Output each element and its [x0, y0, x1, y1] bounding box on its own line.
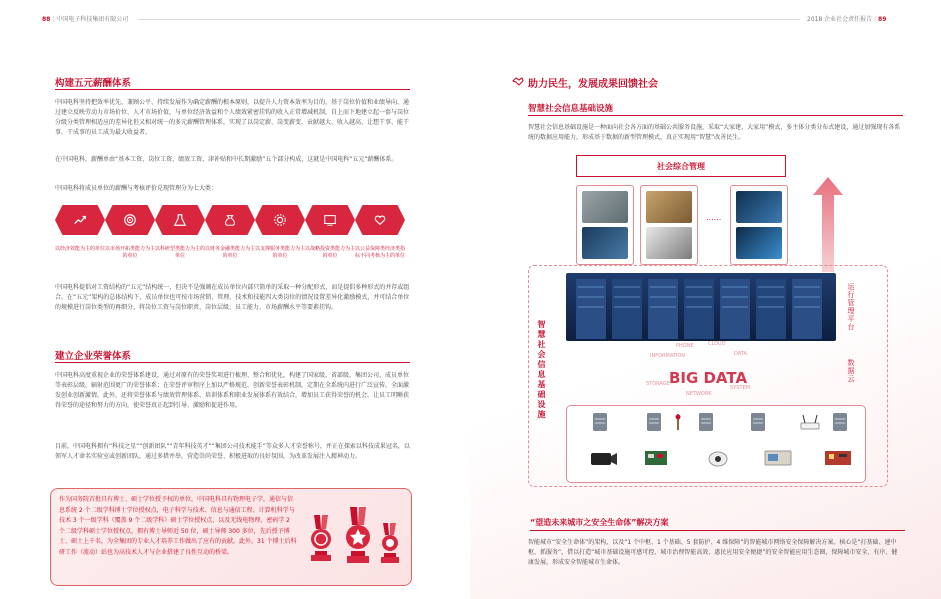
category-label-5: 以支撑服务类能力为主的单位	[254, 246, 305, 259]
cloud-word-data: DATA	[734, 351, 747, 357]
camcorder-icon	[589, 448, 619, 468]
gear-icon	[273, 213, 287, 227]
smart-infrastructure-diagram	[528, 155, 888, 485]
server-icon	[643, 412, 665, 432]
section-rule-salary	[55, 89, 410, 90]
cloud-word-cloud: CLOUD	[708, 341, 726, 347]
section-rule-honor	[55, 362, 410, 363]
trend-icon	[73, 213, 87, 227]
category-icon-row	[55, 205, 407, 235]
tech-photo	[736, 227, 782, 259]
cloud-word-phone: PHONE	[676, 343, 694, 349]
server-icon	[829, 412, 851, 432]
social-management-box: 社会综合管理	[576, 155, 786, 177]
up-arrow-icon	[813, 177, 843, 272]
paragraph-smart-society: 智慧社会信息基础设施是一种面向社会各方面的基础公共服务设施，采取“大家建、大家用”模式，多主体分类分布式建设，通过加强现有各系统的数据应用能力，形成基于数据的新型管理模式，真正实现用“智慧”改善民生。	[528, 124, 901, 141]
data-cloud-label: 数据云	[847, 359, 855, 383]
more-apps-dots: ......	[706, 213, 722, 222]
subtitle-rule	[528, 115, 903, 116]
left-page-number: 88	[42, 16, 51, 23]
dome-camera-icon	[707, 448, 729, 468]
circuit-board-icon	[823, 448, 853, 468]
category-hex-6	[305, 205, 355, 235]
sensor-icon	[667, 412, 689, 432]
money-icon	[223, 213, 237, 227]
category-hex-3	[155, 205, 205, 235]
section-title-salary: 构建五元薪酬体系	[55, 78, 132, 89]
right-page-number: 89	[878, 16, 887, 23]
instrument-icon	[763, 448, 793, 468]
category-label-6: 以战略投资类能力为主的单位	[304, 246, 355, 259]
category-label-2: 以市场开拓类能力为主的单位	[104, 246, 155, 259]
network-photo	[582, 227, 628, 259]
solution-title: “望造未来城市之安全生命体”解决方案	[530, 518, 669, 527]
callout-text: 作为国务院首批具有博士、硕士学位授予权的单位，中国电科具有物理电子学，通信与信息系统 2 个二级学科博士学位授权点，电子科学与技术、信息与通信工程、计算机科学与技术 3 个一级学科（覆盖 9 个二级学科）硕士学位授权点，以及无线电物理、密码学 2 个二级学科硕士学位授权点，拥有博士导师近 50 位，硕士导师 300 多位，先后授予博士、硕士上千名，为全集团的专业人才培养工作做出了应有的贡献。此外，31 个博士后科研工作（流动）站也为高技术人才与企业搭建了良性互动的桥梁。	[59, 496, 297, 556]
category-hex-7	[355, 205, 405, 235]
right-header: 2018 企业社会责任报告 | 89	[807, 16, 887, 23]
cloud-word-system: SYSTEM	[730, 385, 750, 391]
ops-platform-label: 运行管理平台	[847, 283, 855, 331]
cloud-word-information: INFORMATION	[650, 353, 686, 359]
physical-devices-panel	[566, 405, 866, 483]
paragraph-seven-categories: 中国电科将成员单位的薪酬与考核评价兑现管理分为七大类：	[55, 185, 218, 192]
handshake-icon	[512, 76, 524, 86]
factory-photo	[646, 191, 692, 223]
flask-icon	[173, 213, 187, 227]
right-report-name: 2018 企业社会责任报告	[807, 16, 873, 23]
server-icon	[589, 412, 611, 432]
right-header-rule	[470, 19, 800, 20]
left-header: 88 | 中国电子科技集团有限公司	[42, 16, 129, 23]
paragraph-honor-system: 中国电科高度重视企业的荣誉体系建设，通过对原有的荣誉奖项进行梳理、整合和优化，构建了国家级、省部级、集团公司、成员单位等表彰层级，辐射范围更广的荣誉体系；在荣誉评审程序上加以严格规范，创新荣誉表彰机制，定期在全系统内进行广泛宣传，全面激发创业创新激情。此外，还将荣誉体系与绩效管理体系、培训体系和职业发展体系有效结合，增加员工获得荣誉的机会，让员工明晰获得荣誉的途径和努力的方向，使荣誉真正起到引导、激励和促进作用。	[55, 372, 410, 409]
education-callout-box	[50, 488, 412, 586]
traffic-photo	[582, 191, 628, 223]
server-icon	[747, 412, 769, 432]
category-label-7: 以公益保障类经济类指标不同考核为主的单位	[354, 246, 405, 259]
big-data-text: BIG DATA	[668, 369, 748, 387]
left-page	[0, 0, 470, 599]
category-label-3: 以科研型类能力为主的单位	[154, 246, 205, 259]
server-racks-graphic	[566, 273, 836, 341]
cloud-word-storage: STORAGE	[646, 381, 670, 387]
medal-icon	[341, 507, 375, 567]
server-room-image	[566, 273, 836, 341]
solution-rule	[530, 530, 905, 531]
control-board-icon	[643, 448, 669, 468]
ribbon-icon	[376, 523, 404, 569]
left-company-name: 中国电子科技集团有限公司	[56, 16, 129, 23]
section-title-honor: 建立企业荣誉体系	[55, 351, 132, 362]
subtitle-smart-society: 智慧社会信息基础设施	[528, 104, 614, 114]
paragraph-five-element: 在中国电科，薪酬单由“基本工资、岗位工资、绩效工资、津补贴和中长期激励”五个部分构成，这就是中国电科“五元”薪酬体系。	[55, 156, 398, 163]
section-title-livelihood: 助力民生，发展成果回馈社会	[528, 79, 658, 90]
server-icon	[695, 412, 717, 432]
left-header-rule	[138, 19, 470, 20]
router-icon	[799, 412, 821, 432]
heart-icon	[373, 213, 387, 227]
paragraph-solution: 智能城市“安全生命体”的架构，以及“1 个中枢、1 个基础、5 套防护、4 维保障”的智能城市网络安全保障解决方案。核心是“打基础、建中枢、抓服务”，借以打造“城市基础设施可感可控、城市治理智能高效、惠民应用安全便捷”的安全智能应用生态圈，保障城市安全、有序、健康发展，形成安全智能城市生命体。	[528, 539, 898, 566]
category-hex-1	[55, 205, 105, 235]
category-label-4: 以财务金融类能力为主的单位	[204, 246, 255, 259]
infrastructure-vertical-label: 智慧社会信息基础设施	[537, 320, 546, 420]
cloud-word-network: NETWORK	[686, 391, 712, 397]
category-hex-2	[105, 205, 155, 235]
computer-photo	[646, 227, 692, 259]
category-hex-5	[255, 205, 305, 235]
award-icon	[306, 515, 336, 565]
paragraph-structure-flex: 中国电科提倡对工资结构的“五元”结构统一，但决不是强调在成员单位内部只简单的采取一种分配形式，而是提倡多种形式的并存或组合。在“五元”架构的总体结构下，成员单位也可按市场营销、管理、技术和技能四大类岗位的情况设置差异化激励模式，并可结合单位的规模进行岗位类型的再细分，将岗位工资与岗位职责、岗位层级、员工能力、市场薪酬水平等要素挂钩。	[55, 284, 410, 311]
strategy-icon	[323, 213, 337, 227]
paragraph-salary-principle: 中国电科坚持把效率优先、兼顾公平、持续发展作为确定薪酬的根本原则，以提升人力资本效率为目的，基于岗位价值和业绩导向、通过建立反映劳动力市场价位、人才市场价值，与单位经济效益和个人绩效紧密挂钩的收入正常增减机制，自上而下地建立起一套与岗位分级分类管理相适应的差异化但又相对统一的多元薪酬管理体系，实现了以岗定薪、岗变薪变、贡献越大、收入越高、让想干事、能干事、干成事的员工成为最大收益者。	[55, 99, 410, 136]
cloud-photo	[736, 191, 782, 223]
category-label-1: 以经济效能为主的单位	[54, 246, 105, 252]
paragraph-honor-titles: 目前，中国电科拥有“科技之星”“创新团队”“青年科技英才”“集团公司技术能手”等众多人才荣誉称号，并正在探索以科技成果冠名，以领军人才命名实验室或创新团队，通过多措并举，营造崇尚荣誉、积极进取的良好氛围，为改革发展注入精神动力。	[55, 443, 410, 460]
target-icon	[123, 213, 137, 227]
category-hex-4	[205, 205, 255, 235]
